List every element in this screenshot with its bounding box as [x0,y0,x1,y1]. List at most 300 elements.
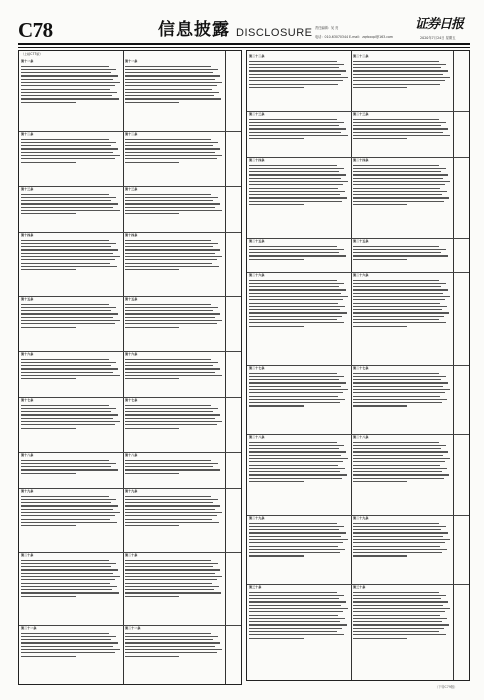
article-number: 第二十八条 [353,435,369,439]
text-line [125,466,213,467]
text-line [125,82,222,83]
text-line [249,293,341,294]
text-line [21,240,109,241]
text-line [21,139,109,140]
text-line [21,313,118,314]
text-line [249,178,341,179]
text-line [249,396,338,397]
text-line [125,405,211,406]
text-line [353,376,446,377]
text-line [353,306,447,307]
text-line [353,396,440,397]
text-line [249,382,346,383]
text-line [353,555,407,556]
text-line [353,296,450,297]
table-cell [125,233,223,295]
text-line [249,125,339,126]
text-line [21,414,118,415]
text-line [249,119,337,120]
text-line [249,536,341,537]
text-line [125,636,218,637]
text-line [21,92,117,93]
table-cell [21,187,121,231]
text-line [249,392,343,393]
text-line [249,135,348,136]
table-cell [249,158,349,237]
text-line [249,181,348,182]
text-line [249,376,344,377]
table-cell [125,626,223,679]
text-line [353,74,443,75]
text-line [249,70,346,71]
table-cell [249,273,349,364]
text-line [125,411,213,412]
text-line [125,197,218,198]
text-line [125,560,211,561]
text-line [353,132,443,133]
text-line [249,197,347,198]
text-line [249,184,343,185]
text-line [249,67,339,68]
text-line [249,299,343,300]
continued-to-label: （下转C79版） [435,685,458,689]
text-line [21,213,76,214]
text-line [21,320,120,321]
text-line [249,526,344,527]
table-cell [21,59,121,130]
text-line [125,418,215,419]
text-line [21,639,111,640]
text-line [353,598,441,599]
text-line [353,549,447,550]
text-line [249,64,344,65]
text-line [353,386,443,387]
text-line [353,67,441,68]
article-number: 第十七条 [125,398,138,402]
text-line [125,522,219,523]
text-line [353,197,449,198]
text-line [353,246,439,247]
text-line [249,191,345,192]
text-line [21,579,115,580]
text-line [21,563,116,564]
text-line [249,379,339,380]
text-line [21,72,111,73]
text-line [249,634,344,635]
text-line [353,474,449,475]
text-line [21,82,120,83]
text-line [353,165,439,166]
text-line [21,378,76,379]
text-line [353,194,442,195]
text-line [125,583,212,584]
text-line [353,405,407,406]
text-line [125,240,211,241]
text-line [353,634,446,635]
text-line [125,515,217,516]
text-line [353,471,442,472]
text-line [125,566,213,567]
text-line [353,451,448,452]
text-line [125,210,222,211]
text-line [21,646,113,647]
table-cell [353,273,451,364]
text-line [125,469,220,470]
articles-comparison-table-left [18,50,242,685]
text-line [125,362,218,363]
text-line [21,375,120,376]
text-line [21,256,120,257]
text-line [125,512,222,513]
text-line [353,445,446,446]
text-line [249,478,342,479]
text-line [125,69,218,70]
text-line [249,296,348,297]
text-line [353,458,450,459]
text-line [125,317,215,318]
text-line [125,266,219,267]
text-line [21,368,118,369]
text-line [353,621,442,622]
text-line [21,197,116,198]
text-line [125,589,214,590]
text-line [249,615,338,616]
text-line [21,310,111,311]
text-line [353,286,441,287]
table-cell [353,158,451,237]
text-line [21,502,111,503]
text-line [125,92,219,93]
text-line [125,145,213,146]
article-number: 第十四条 [21,233,34,237]
text-line [125,592,221,593]
text-line [21,469,118,470]
text-line [353,299,445,300]
text-line [125,576,222,577]
text-line [21,79,113,80]
text-line [353,478,444,479]
article-number: 第二十八条 [249,435,265,439]
text-line [125,460,211,461]
text-line [21,560,109,561]
text-line [249,138,304,139]
text-line [249,442,337,443]
table-cell [21,398,121,451]
header-rule-thin [18,47,470,48]
text-line [249,631,337,632]
text-line [125,152,215,153]
text-line [21,152,113,153]
text-line [125,158,217,159]
article-number: 第十一条 [21,59,34,63]
text-line [353,615,440,616]
text-line [21,246,111,247]
text-line [249,549,345,550]
article-number: 第二十二条 [353,54,369,58]
text-line [21,499,116,500]
article-number: 第三十条 [353,585,366,589]
text-line [249,319,337,320]
text-line [353,618,447,619]
editor-line: 责任编辑：吴 亮 [315,26,339,30]
table-cell [249,112,349,156]
text-line [21,266,117,267]
text-line [353,542,445,543]
text-line [21,207,113,208]
text-line [125,365,213,366]
text-line [21,509,113,510]
text-line [21,323,115,324]
text-line [249,608,348,609]
text-line [21,519,110,520]
text-line [21,596,76,597]
article-number: 第十一条 [125,59,138,63]
issue-date: 2020年7月24日 星期五 [420,36,456,40]
text-line [21,148,118,149]
article-number: 第二十六条 [353,273,369,277]
table-cell [353,112,451,156]
text-line [249,445,344,446]
text-line [249,168,344,169]
text-line [21,269,76,270]
text-line [21,304,109,305]
text-line [353,608,450,609]
text-line [125,79,215,80]
text-line [249,529,339,530]
text-line [125,207,215,208]
article-number: 第十八条 [125,453,138,457]
text-line [249,283,344,284]
text-line [353,70,448,71]
text-line [353,283,446,284]
text-line [125,320,222,321]
text-line [21,75,118,76]
text-line [249,309,340,310]
text-line [249,77,348,78]
text-line [125,310,213,311]
text-line [125,304,211,305]
contact-line: 电话：010-63070344 E-mail：zqrbxxpl@163.com [315,35,394,39]
text-line [125,642,220,643]
text-line [21,405,109,406]
text-line [353,125,441,126]
text-line [249,402,340,403]
article-number: 第十三条 [125,187,138,191]
text-line [125,563,218,564]
text-line [125,142,218,143]
text-line [353,309,442,310]
text-line [353,191,447,192]
text-line [21,466,111,467]
table-cell [125,352,223,396]
text-line [249,474,347,475]
text-line [125,372,215,373]
text-line [125,323,217,324]
text-line [21,522,117,523]
text-line [125,259,217,260]
article-number: 第十七条 [21,398,34,402]
text-line [353,119,439,120]
text-line [125,596,179,597]
text-line [125,569,220,570]
text-line [249,601,346,602]
text-line [21,155,120,156]
text-line [21,496,109,497]
text-line [21,411,111,412]
text-line [249,289,346,290]
text-line [125,249,220,250]
text-line [249,165,337,166]
text-line [249,286,339,287]
text-line [353,546,440,547]
text-line [21,642,118,643]
article-number: 第二十条 [125,553,138,557]
text-line [21,589,112,590]
text-line [249,322,344,323]
text-line [249,194,340,195]
text-line [125,203,220,204]
text-line [249,618,345,619]
text-line [353,624,449,625]
text-line [125,378,179,379]
table-cell [125,297,223,350]
text-line [353,293,443,294]
text-line [249,461,343,462]
text-line [125,519,212,520]
article-number: 第十九条 [125,489,138,493]
text-line [21,418,113,419]
article-number: 第三十条 [249,585,262,589]
table-cell [21,626,121,679]
text-line [125,89,212,90]
text-line [125,368,220,369]
text-line [353,523,439,524]
text-line [21,421,120,422]
text-line [353,184,445,185]
text-line [249,246,337,247]
text-line [125,496,211,497]
article-number: 第十五条 [21,297,34,301]
text-line [125,72,213,73]
text-line [125,253,215,254]
text-line [21,592,119,593]
article-number: 第十八条 [21,453,34,457]
text-line [21,583,110,584]
text-line [249,280,337,281]
text-line [249,188,338,189]
text-line [21,307,116,308]
text-line [249,605,341,606]
page-header [0,0,484,44]
text-line [125,509,215,510]
table-cell [125,59,223,130]
text-line [249,74,341,75]
text-line [21,249,118,250]
text-line [249,61,337,62]
text-line [249,204,304,205]
table-cell [21,489,121,551]
article-number: 第二十三条 [249,112,265,116]
text-line [353,168,446,169]
text-line [125,263,212,264]
header-rule-thick [18,43,470,45]
text-line [249,252,339,253]
text-line [353,77,450,78]
text-line [353,319,439,320]
text-line [353,84,440,85]
text-line [125,307,218,308]
table-cell [125,453,223,487]
text-line [21,142,116,143]
article-number: 第十二条 [125,132,138,136]
text-line [125,148,220,149]
text-line [353,455,443,456]
text-line [21,460,109,461]
text-line [249,316,342,317]
text-line [125,421,222,422]
page-number: C78 [18,18,53,42]
text-line [249,546,338,547]
text-line [249,595,344,596]
article-number: 第二十五条 [249,239,265,243]
text-line [249,458,348,459]
text-line [21,359,109,360]
text-line [125,98,221,99]
text-line [249,306,345,307]
text-line [353,80,445,81]
text-line [125,579,217,580]
text-line [125,408,218,409]
text-line [125,85,217,86]
text-line [353,628,444,629]
text-line [249,598,339,599]
table-cell [249,239,349,271]
text-line [249,542,343,543]
text-line [353,448,441,449]
text-line [125,243,218,244]
text-line [125,66,211,67]
text-line [353,605,443,606]
text-line [21,408,116,409]
text-line [353,303,440,304]
text-line [353,529,441,530]
text-line [21,66,109,67]
text-line [249,326,304,327]
text-line [249,592,337,593]
text-line [21,656,76,657]
text-line [21,200,111,201]
article-number: 第二十四条 [353,158,369,162]
text-line [21,515,115,516]
text-line [125,155,222,156]
text-line [21,365,111,366]
text-line [21,473,76,474]
text-line [21,253,113,254]
text-line [21,162,76,163]
text-line [125,424,217,425]
text-line [353,322,446,323]
text-line [249,638,304,639]
text-line [249,471,340,472]
text-line [21,424,115,425]
column-divider [123,51,124,684]
text-line [353,326,407,327]
text-line [125,414,220,415]
text-line [21,158,115,159]
text-line [353,552,442,553]
text-line [353,461,445,462]
table-cell [249,585,349,676]
